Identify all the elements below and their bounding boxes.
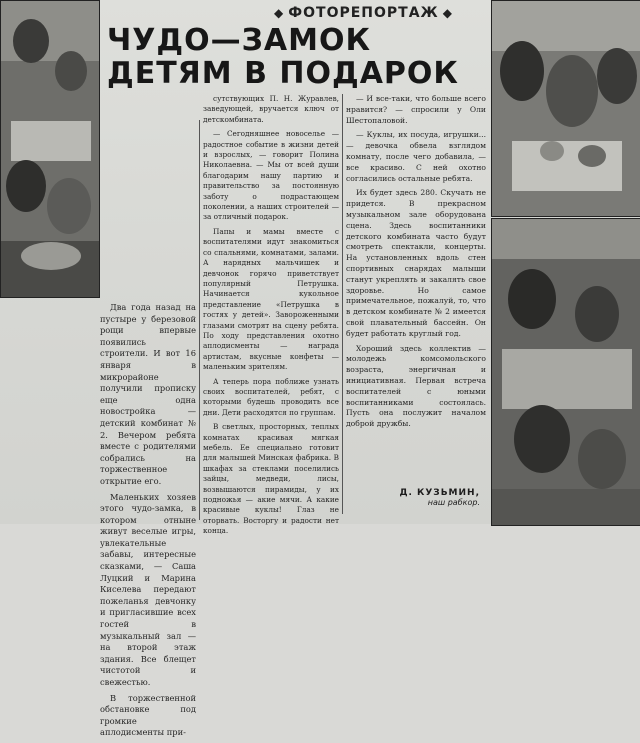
column-divider (199, 120, 200, 520)
diamond-icon: ◆ (442, 6, 453, 20)
article-headline (107, 23, 459, 91)
paragraph: Папы и мамы вместе с воспитателями идут знакомиться со спальнями, комнатами, залами. А нарядных мальчишек и девчонок горячо приветствует популярный Петрушка. Начинается кукольное представление «Петрушка в гостях у детей». Завороженными глазами смотрят на сцену ребята. По ходу представления охотно аплодисменты — наградa артистам, вкусные конфеты — маленьким зрителям. (203, 226, 339, 372)
article-column-2 (203, 94, 339, 541)
paragraph: Их будет здесь 280. Скучать не придется. В прекрасном музыкальном зале оборудована сцена. Здесь воспитанники детского комбината часто будут смотреть спектакли, концерты. На установленных вдоль стен спортивных снарядах малыши станут укреплять и закалять свое здоровье. Но самое примечательное, пожалуй, то, что в детском комбинате № 2 имеется свой плавательный бассейн. Он будет работать круглый год. (346, 188, 486, 338)
paragraph: В светлых, просторных, теплых комнатах красивая мягкая мебель. Ее специально готовит для малышей Минская фабрика. В шкафах за стеклами поселились зайцы, медведи, лисы, возвышаются пирамиды, у их подножья — акие мячи. А какие красивые куклы! Глаз не оторвать. Восторгу и радости нет конца. (203, 422, 339, 536)
paragraph: Два года назад на пустыре у березовой рощи впервые появились строители. И вот 16 января в микрорайоне получили прописку еще одна новостройка — детский комбинат № 2. Вечером ребята вместе с родителями собрались на торжественное открытие его. (100, 302, 196, 486)
author-role: наш рабкор. (427, 498, 480, 507)
author-name: Д. КУЗЬМИН, (399, 488, 480, 498)
section-rubric (270, 5, 478, 23)
article-column-3 (346, 94, 486, 434)
article-column-1 (100, 302, 196, 743)
paragraph: сутствующих П. Н. Журавлев, заведующей, вручается ключ от детскомбината. (203, 94, 339, 124)
headline-line-1: ЧУДО—ЗАМОК (107, 23, 372, 58)
paragraph: — Сегодняшнее новоселье — радостное событие в жизни детей и взрослых, — говорит Полина Николаевна. — Мы от всей души благодарим нашу партию и правительство за постоянную заботу о подрастающем поколении, а наших строителей — за отличный подарок. (203, 129, 339, 222)
author-signature (399, 488, 480, 507)
photo-children-with-toys (491, 0, 640, 217)
photo-children-group (491, 218, 640, 526)
paragraph: Маленьких хозяев этого чудо-замка, в котором отныне живут веселые игры, увлекательные забавы, интересные сказками, — Саша Луцкий и Марина Киселева передают пожеланья девчонку и пригласившие всех гостей в музыкальный зал — на второй этаж здания. Все блещет чистотой и свежестью. (100, 491, 196, 687)
diamond-icon: ◆ (274, 6, 285, 20)
paragraph: В торжественной обстановке под громкие аплодисменты при- (100, 692, 196, 738)
photo-children-at-table (0, 0, 100, 298)
column-divider (342, 94, 343, 514)
paragraph: — Куклы, их посуда, игрушки... — девочка обвела взглядом комнату, после чего добавила, — все красиво. С ней охотно согласились остальные ребята. (346, 130, 486, 183)
paragraph: — И все-таки, что больше всего нравится? — спросили у Оли Шестопаловой. (346, 94, 486, 125)
paragraph: Хороший здесь коллектив — молодежь комсомольского возраста, энергичная и инициативная. Первая встреча воспитателей с юными воспитанниками состоялась. Пусть она послужит началом доброй дружбы. (346, 343, 486, 429)
headline-line-2: ДЕТЯМ В ПОДАРОК (107, 56, 459, 91)
rubric-label: ФОТОРЕПОРТАЖ (288, 5, 439, 21)
paragraph: А теперь пора поближе узнать своих воспитателей, ребят, с которыми будешь проводить все дни. Дети расходятся по группам. (203, 376, 339, 417)
